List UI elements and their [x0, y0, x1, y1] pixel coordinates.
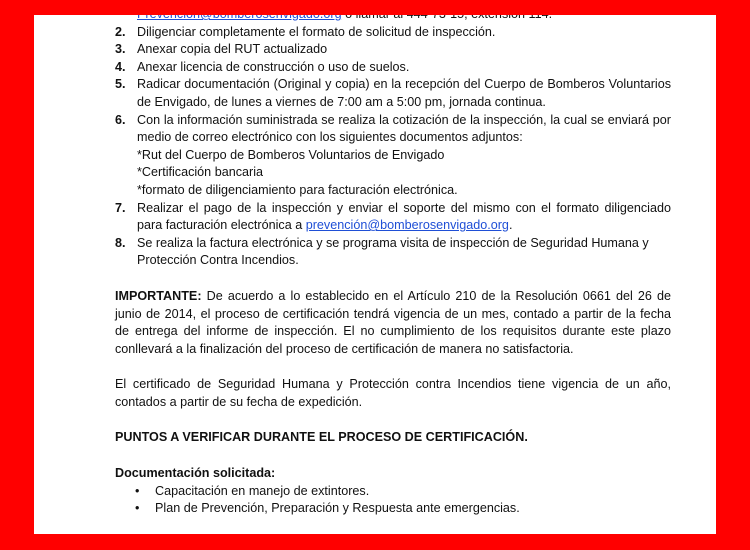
list-item — [115, 41, 671, 59]
document-body — [115, 6, 671, 518]
list-item — [115, 59, 671, 77]
item-text: Anexar licencia de construcción o uso de suelos. — [137, 59, 410, 74]
list-item-1-continuation — [115, 6, 671, 24]
document-page — [34, 7, 716, 534]
section-heading: PUNTOS A VERIFICAR DURANTE EL PROCESO DE CERTIFICACIÓN. — [115, 430, 528, 445]
important-paragraph — [115, 288, 671, 358]
item-text: Radicar documentación (Original y copia) en la recepción del Cuerpo de Bomberos Voluntarios de Envigado, de lunes a viernes de 7:00 am a 5:00 pm, jornada continua. — [137, 77, 671, 109]
item-number: 8. — [115, 235, 126, 250]
item-number: 4. — [115, 59, 126, 74]
item-text: Diligenciar completamente el formato de solicitud de inspección. — [137, 24, 496, 39]
validity-paragraph: El certificado de Seguridad Humana y Protección contra Incendios tiene vigencia de un año, contados a partir de su fecha de expedición. — [115, 377, 671, 409]
email-link[interactable]: prevención@bomberosenvigado.org — [305, 218, 509, 233]
bullet-text: Plan de Prevención, Preparación y Respuesta ante emergencias. — [155, 501, 520, 516]
list-item — [115, 235, 671, 270]
item-number: 7. — [115, 200, 126, 215]
list-item — [115, 200, 671, 235]
sub-line: *Rut del Cuerpo de Bomberos Voluntarios de Envigado — [137, 147, 445, 162]
item-number: 2. — [115, 24, 126, 39]
important-text: De acuerdo a lo establecido en el Artículo 210 de la Resolución 0661 del 26 de junio de 2014, el proceso de certificación tendrá vigencia de un mes, contado a partir de la fecha de entrega del informe de inspección. El no cumplimiento de los requisitos durante este plazo conllevará a la finalización del proceso de certificación de manera no satisfactoria. — [115, 288, 672, 356]
item-text: Realizar el pago de la inspección y enviar el soporte del mismo con el formato diligenciado para facturación electrónica a — [137, 200, 671, 233]
item-number: 5. — [115, 77, 126, 92]
subheading: Documentación solicitada: — [115, 466, 276, 481]
bullet-text: Capacitación en manejo de extintores. — [155, 483, 370, 498]
item1-tail: o llamar al 444-73-15, extensión 114. — [345, 7, 553, 21]
important-label: IMPORTANTE: — [115, 288, 202, 303]
item-text: Se realiza la factura electrónica y se programa visita de inspección de Seguridad Humana y Protección Contra Incendios. — [137, 235, 649, 268]
item-number: 3. — [115, 42, 126, 57]
bullet-icon: • — [135, 501, 140, 516]
list-item — [115, 112, 671, 200]
item-tail: . — [508, 218, 513, 233]
email-link[interactable]: Prevención@bomberosenvigado.org — [137, 7, 342, 21]
item-text: Con la información suministrada se realiza la cotización de la inspección, la cual se enviará por medio de correo electrónico con los siguientes documentos adjuntos: — [137, 112, 671, 145]
sub-line: *Certificación bancaria — [137, 165, 263, 180]
bullet-icon: • — [135, 483, 140, 498]
sub-line: *formato de diligenciamiento para facturación electrónica. — [137, 182, 458, 197]
list-item — [115, 24, 671, 42]
bullet-item — [115, 483, 671, 501]
item-number: 6. — [115, 112, 126, 127]
item-text: Anexar copia del RUT actualizado — [137, 42, 328, 57]
list-item — [115, 76, 671, 111]
bullet-item — [115, 500, 671, 518]
